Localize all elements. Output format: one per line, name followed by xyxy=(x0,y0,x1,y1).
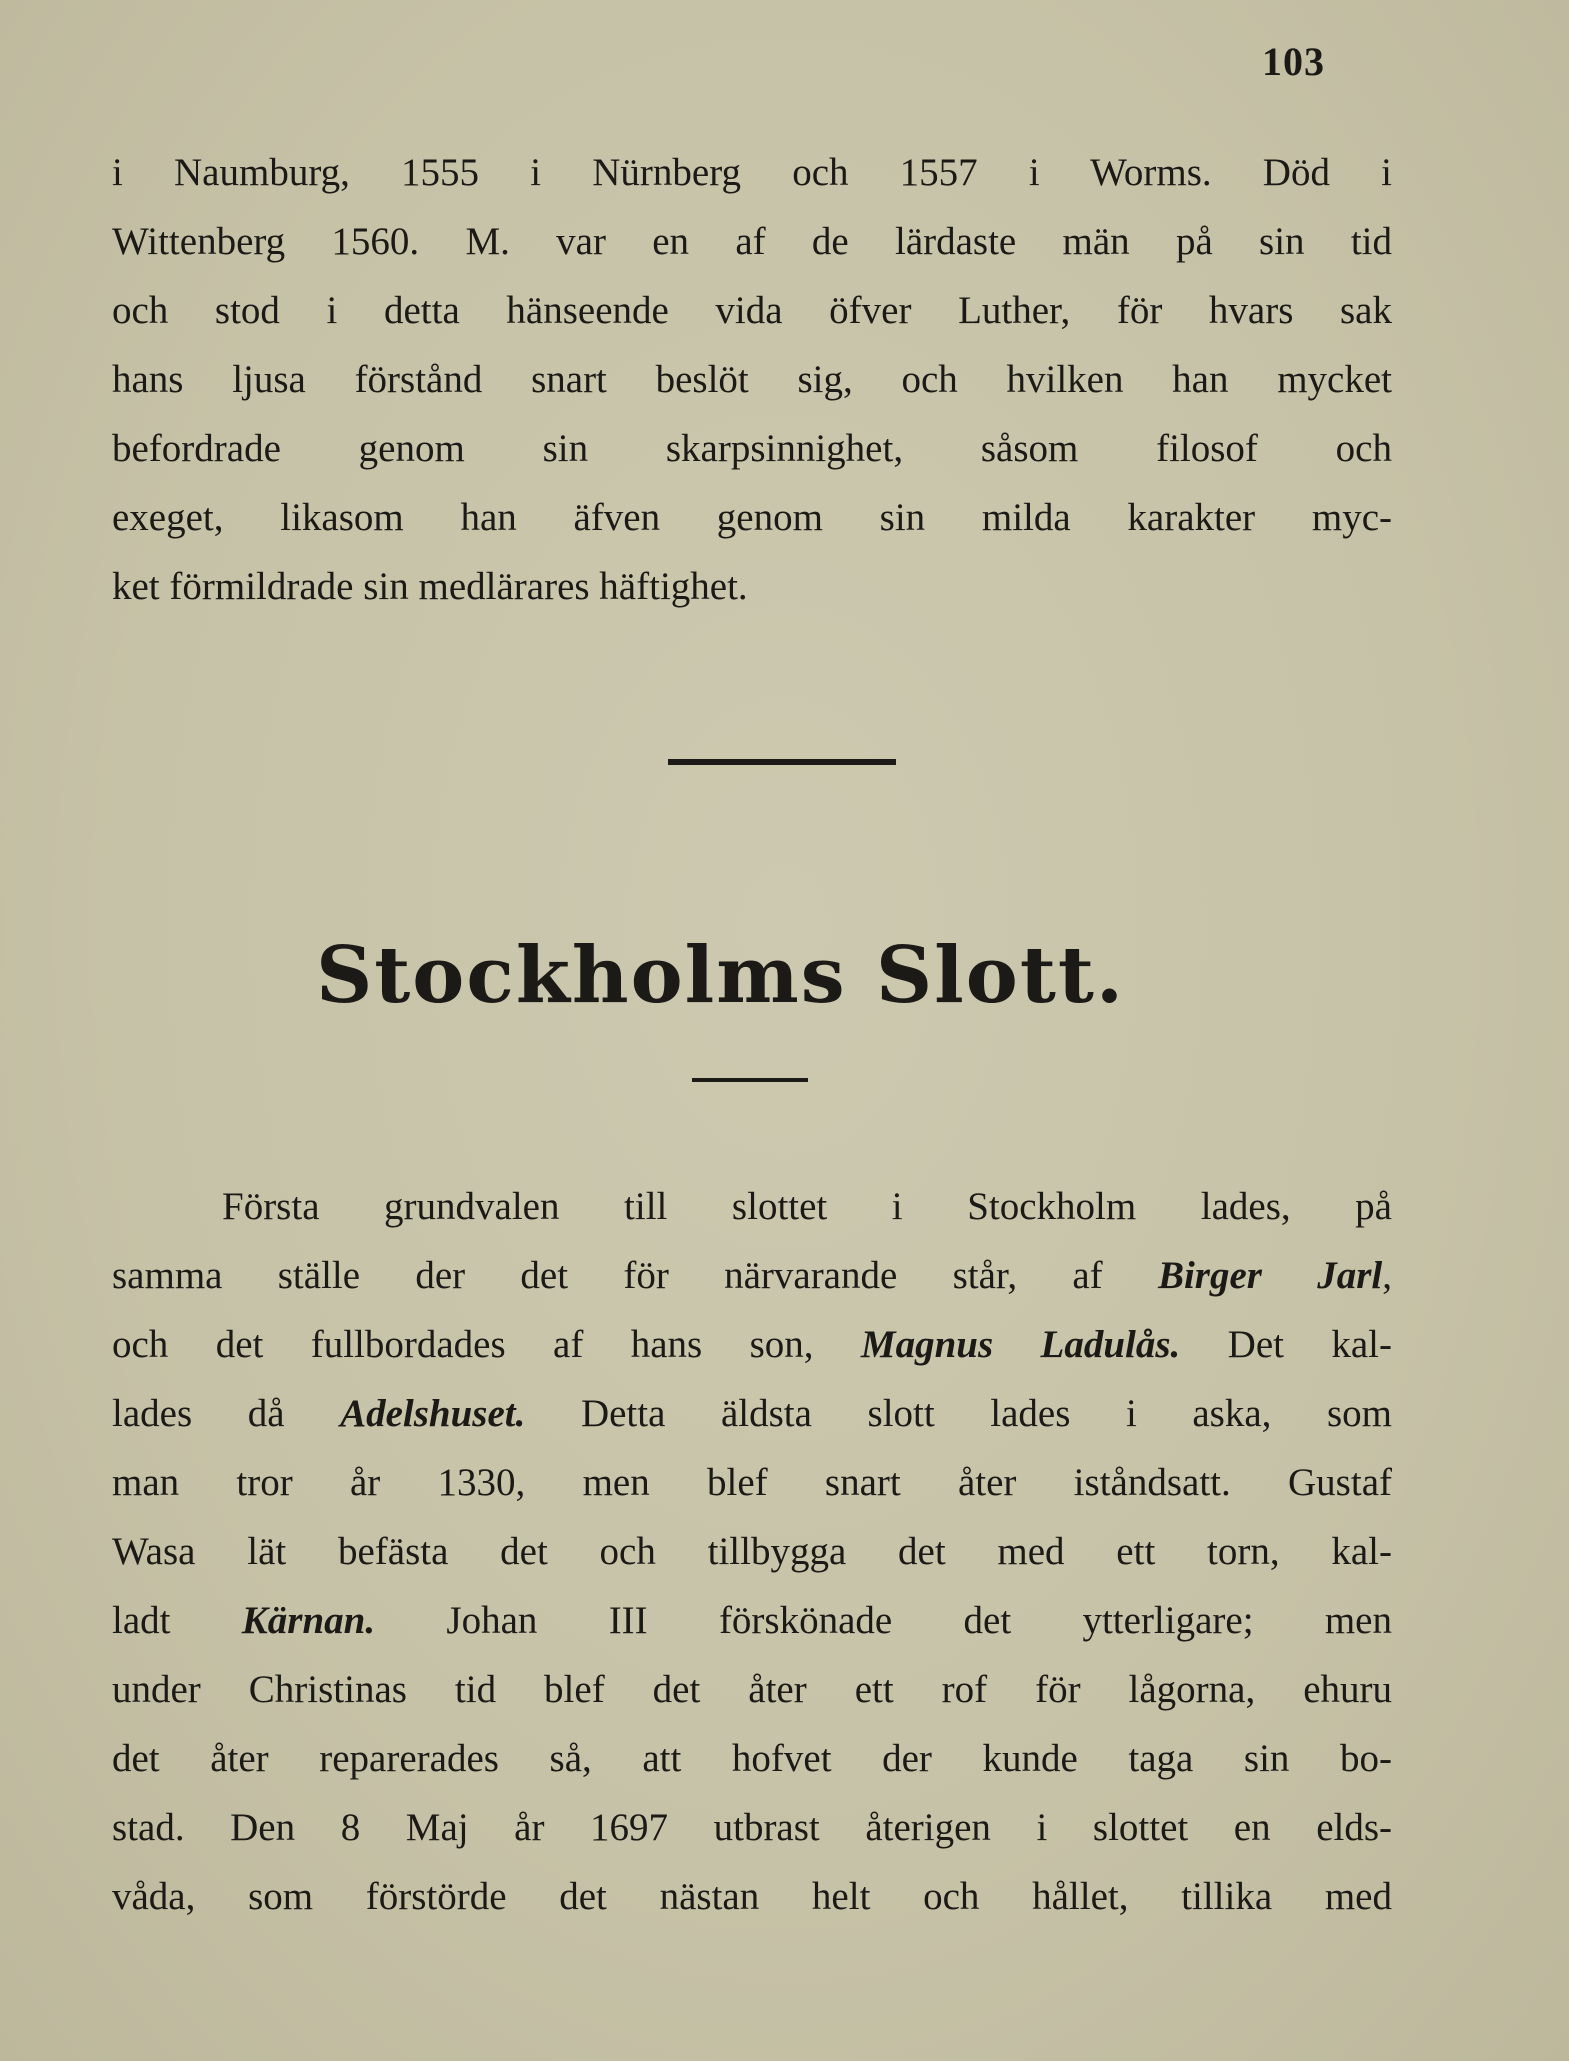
text-line xyxy=(112,1586,1392,1655)
italic-name: Magnus Ladulås. xyxy=(860,1323,1181,1366)
text-run: och det fullbordades af hans son, xyxy=(112,1323,861,1366)
text-line: ket förmildrade sin medlärares häftighet. xyxy=(112,565,748,608)
text-run: Detta äldsta slott lades i aska, som xyxy=(525,1392,1393,1435)
text-line: i Naumburg, 1555 i Nürnberg och 1557 i Worms. Död i xyxy=(112,151,1392,194)
text-run: Johan III förskönade det ytterligare; men xyxy=(375,1599,1392,1642)
text-line: exeget, likasom han äfven genom sin milda karakter myc- xyxy=(112,496,1392,539)
heading-underline-rule xyxy=(692,1078,808,1082)
text-line xyxy=(112,1241,1392,1310)
text-line: stad. Den 8 Maj år 1697 utbrast återigen i slottet en elds- xyxy=(112,1806,1392,1849)
paragraph-stockholms-slott xyxy=(112,1172,1392,1931)
text-line: man tror år 1330, men blef snart åter iståndsatt. Gustaf xyxy=(112,1461,1392,1504)
text-line: Wasa lät befästa det och tillbygga det med ett torn, kal- xyxy=(112,1530,1392,1573)
text-run: ladt xyxy=(112,1599,242,1642)
italic-name: Kärnan. xyxy=(241,1599,376,1642)
text-line: Första grundvalen till slottet i Stockholm lades, på xyxy=(222,1185,1392,1228)
section-heading: Stockholms Slott. xyxy=(315,930,1126,1021)
text-run: samma ställe der det för närvarande står, af xyxy=(112,1254,1158,1297)
text-line: under Christinas tid blef det åter ett rof för lågorna, ehuru xyxy=(112,1668,1392,1711)
text-run: Det kal- xyxy=(1180,1323,1392,1366)
italic-name: Adelshuset. xyxy=(340,1392,526,1435)
text-run: lades då xyxy=(112,1392,341,1435)
text-line xyxy=(112,1310,1392,1379)
section-divider-rule xyxy=(668,759,896,765)
text-run: , xyxy=(1382,1254,1392,1297)
paragraph-melanchthon xyxy=(112,138,1392,621)
text-line: befordrade genom sin skarpsinnighet, såsom filosof och xyxy=(112,427,1392,470)
text-line: hans ljusa förstånd snart beslöt sig, och hvilken han mycket xyxy=(112,358,1392,401)
text-line: och stod i detta hänseende vida öfver Luther, för hvars sak xyxy=(112,289,1392,332)
page-number: 103 xyxy=(1262,39,1325,84)
text-line xyxy=(112,1379,1392,1448)
italic-name: Birger Jarl xyxy=(1157,1254,1383,1297)
text-line: Wittenberg 1560. M. var en af de lärdaste män på sin tid xyxy=(112,220,1392,263)
text-line: våda, som förstörde det nästan helt och hållet, tillika med xyxy=(112,1875,1392,1918)
text-line: det åter reparerades så, att hofvet der kunde taga sin bo- xyxy=(112,1737,1392,1780)
